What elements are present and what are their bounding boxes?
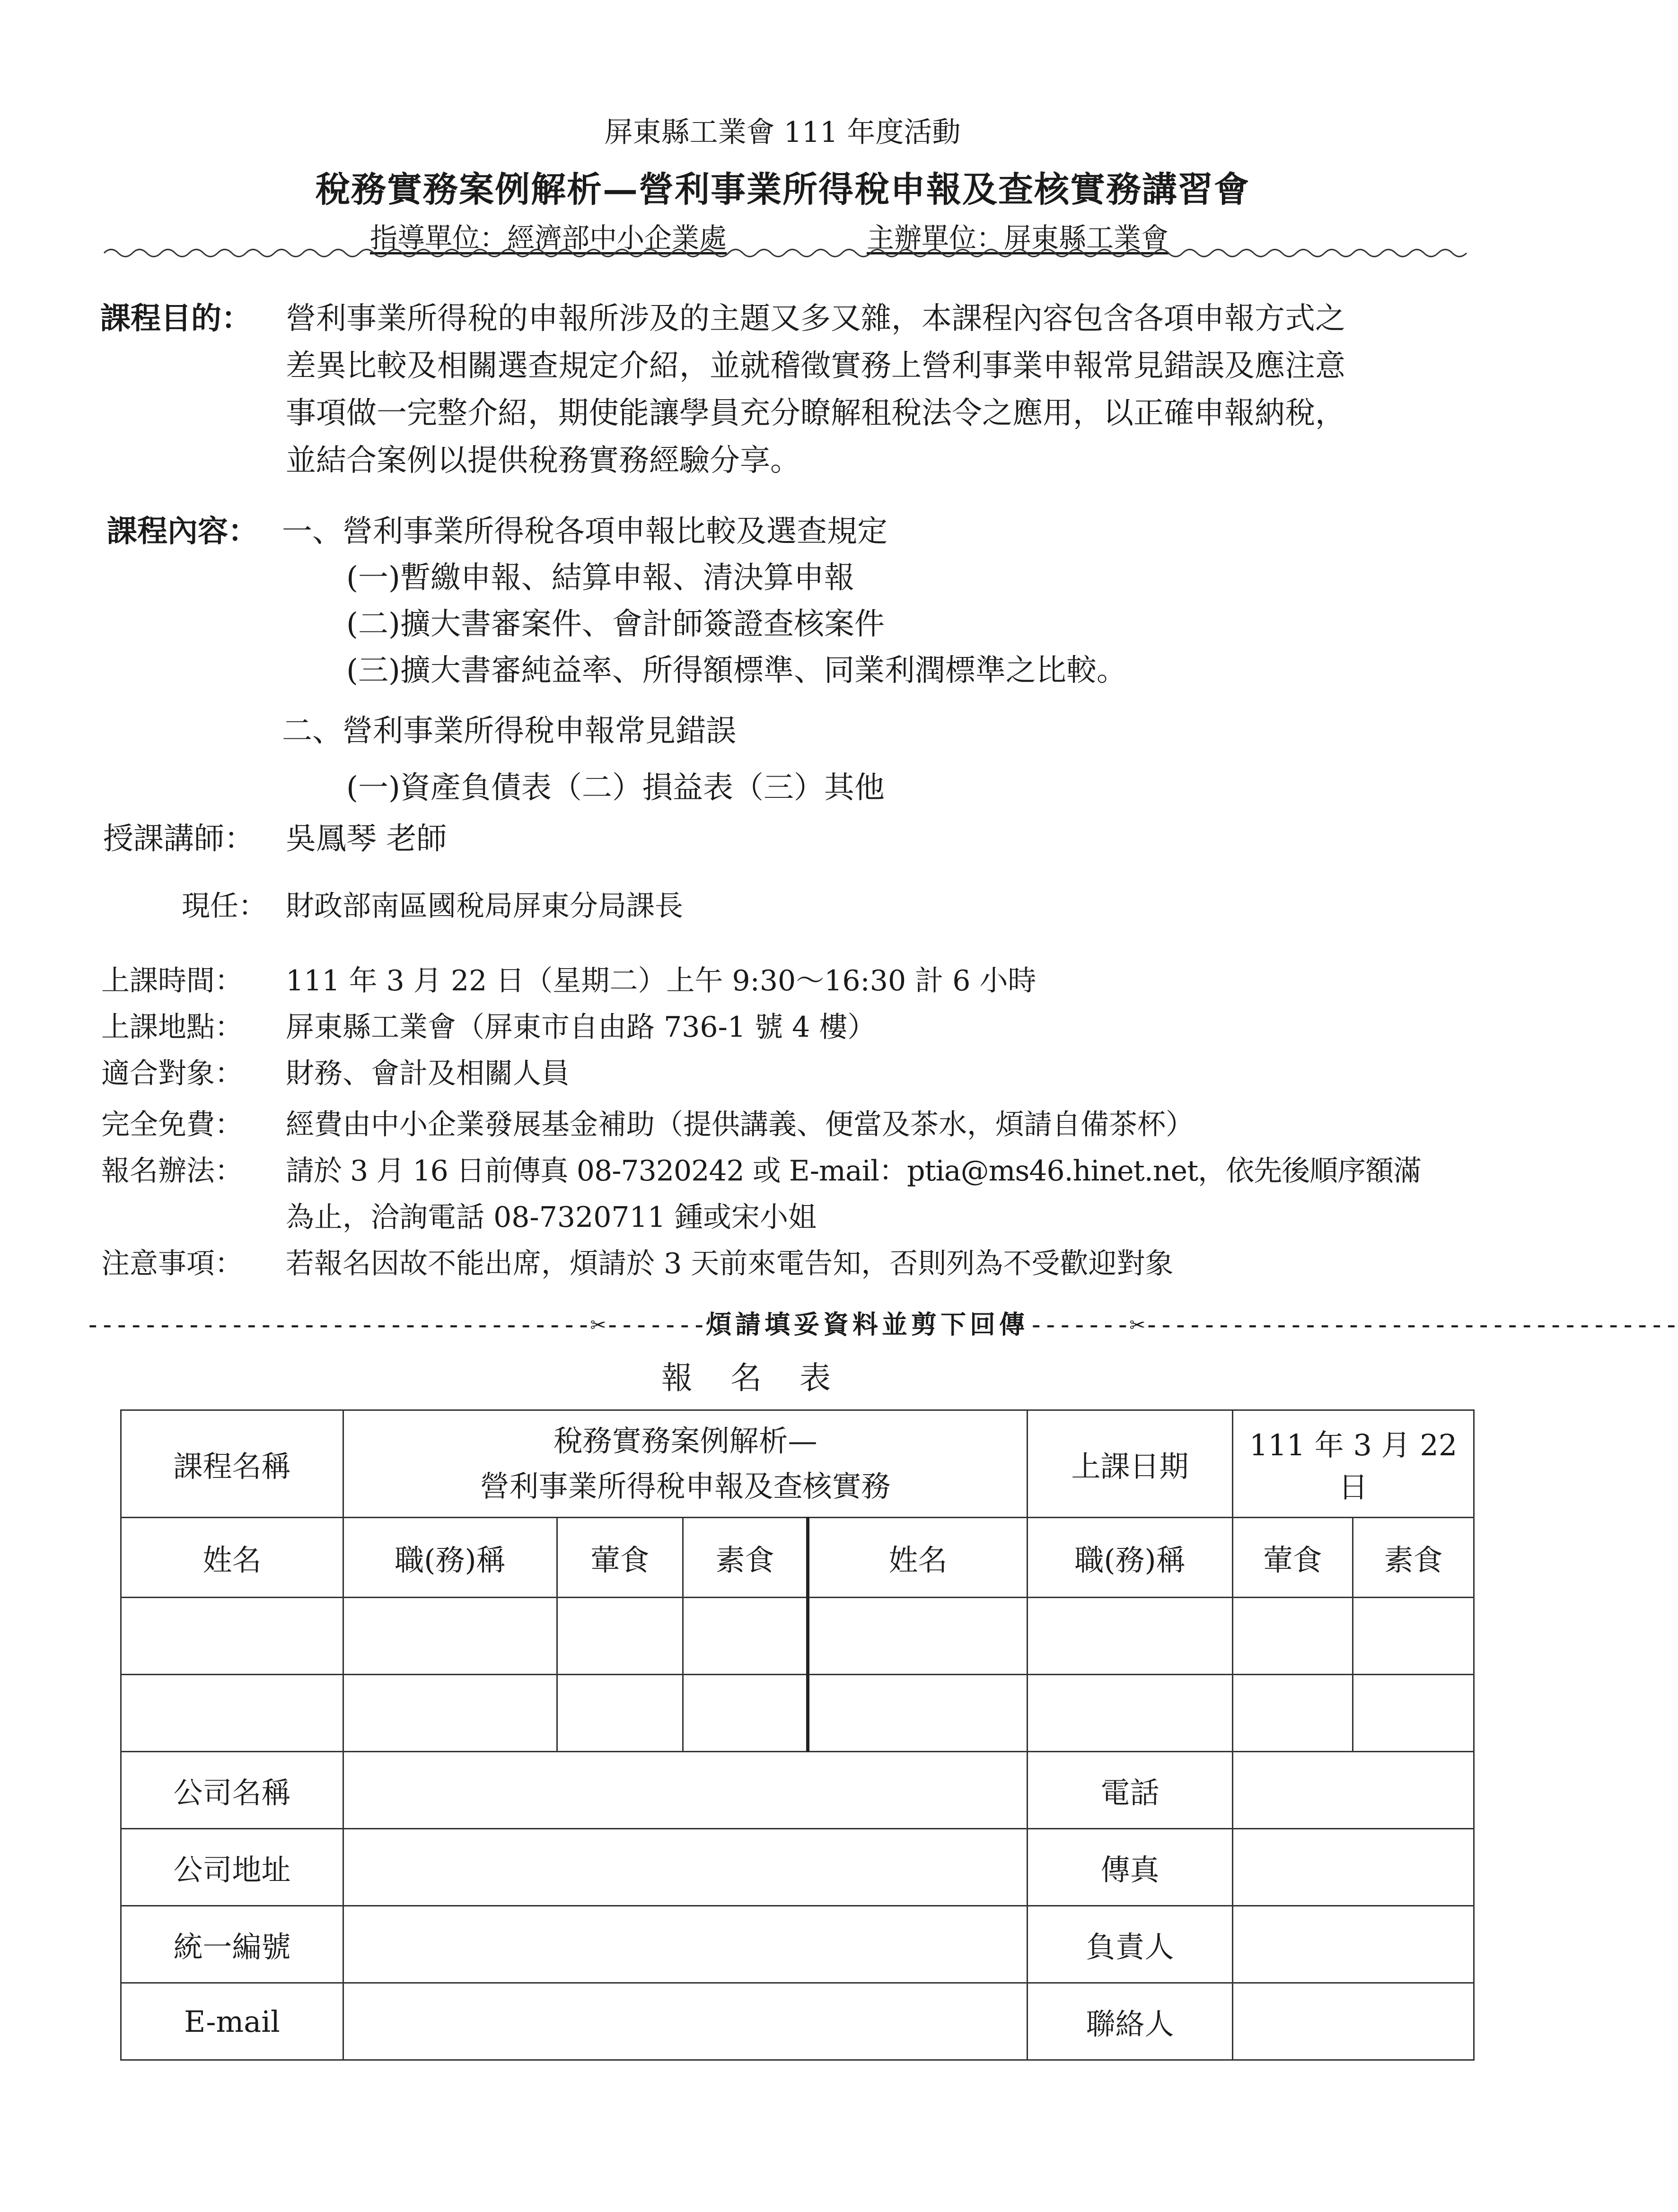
time-label: 上課時間：: [101, 964, 243, 997]
fax-label: 傳真: [1028, 1829, 1233, 1906]
attendee-title-field[interactable]: [1028, 1598, 1233, 1675]
purpose-line: 差異比較及相關選查規定介紹，並就稽徵實務上營利事業申報常見錯誤及應注意: [286, 349, 1345, 384]
attendee-name-field[interactable]: [121, 1598, 343, 1675]
content-subitem: (三)擴大書審純益率、所得額標準、同業利潤標準之比較。: [346, 653, 1127, 688]
course-name-value: 稅務實務案例解析— 營利事業所得稅申報及查核實務: [343, 1410, 1028, 1518]
attendee-name-field[interactable]: [808, 1598, 1028, 1675]
owner-field[interactable]: [1233, 1906, 1474, 1983]
location-label: 上課地點：: [101, 1011, 243, 1044]
company-name-label: 公司名稱: [121, 1752, 343, 1829]
purpose-label: 課程目的：: [100, 301, 252, 336]
content-label: 課程內容：: [107, 514, 258, 549]
meat-meal-field[interactable]: [1233, 1675, 1353, 1752]
content-subitem: (一)資產負債表（二）損益表（三）其他: [346, 770, 885, 805]
name-header: 姓名: [808, 1518, 1028, 1598]
class-date-label: 上課日期: [1028, 1410, 1233, 1518]
name-header: 姓名: [121, 1518, 343, 1598]
attendee-name-field[interactable]: [808, 1675, 1028, 1752]
content-item-2: 二、營利事業所得稅申報常見錯誤: [282, 714, 736, 749]
attendee-name-field[interactable]: [121, 1675, 343, 1752]
phone-field[interactable]: [1233, 1752, 1474, 1829]
tax-id-label: 統一編號: [121, 1906, 343, 1983]
registration-value-cont: 為止，洽詢電話 08-7320711 鍾或宋小姐: [286, 1201, 817, 1234]
fee-label: 完全免費：: [101, 1108, 243, 1141]
contact-label: 聯絡人: [1028, 1983, 1233, 2060]
company-name-field[interactable]: [343, 1752, 1028, 1829]
veg-meal-field[interactable]: [1353, 1675, 1474, 1752]
registration-form: [120, 1409, 1475, 2061]
instructor-current-label: 現任：: [182, 890, 267, 923]
audience-label: 適合對象：: [101, 1057, 243, 1090]
cut-line: -----------------------------------✂-------煩請填妥資料並剪下回傳-------✂-------------------------------------: [85, 1309, 1678, 1339]
registration-value: 請於 3 月 16 日前傳真 08-7320242 或 E-mail：ptia@ms46.hinet.net，依先後順序額滿: [286, 1154, 1422, 1188]
notice-value: 若報名因故不能出席，煩請於 3 天前來電告知，否則列為不受歡迎對象: [286, 1247, 1174, 1280]
scissors-icon: ✂: [590, 1310, 605, 1339]
title-header: 職(務)稱: [343, 1518, 557, 1598]
time-value: 111 年 3 月 22 日（星期二）上午 9:30～16:30 計 6 小時: [286, 964, 1037, 997]
wavy-divider: [104, 246, 1457, 260]
veg-meal-header: 素食: [683, 1518, 808, 1598]
instructor-current: 財政部南區國稅局屏東分局課長: [286, 890, 683, 923]
owner-label: 負責人: [1028, 1906, 1233, 1983]
guide-unit: 指導單位：經濟部中小企業處: [370, 222, 727, 254]
meat-meal-field[interactable]: [557, 1675, 683, 1752]
veg-meal-header: 素食: [1353, 1518, 1474, 1598]
fax-field[interactable]: [1233, 1829, 1474, 1906]
course-name-label: 課程名稱: [121, 1410, 343, 1518]
meat-meal-header: 葷食: [1233, 1518, 1353, 1598]
company-address-field[interactable]: [343, 1829, 1028, 1906]
purpose-line: 並結合案例以提供稅務實務經驗分享。: [286, 443, 800, 478]
veg-meal-field[interactable]: [1353, 1598, 1474, 1675]
instructor-name: 吳鳳琴 老師: [286, 822, 447, 857]
attendee-title-field[interactable]: [343, 1675, 557, 1752]
class-date-value: 111 年 3 月 22 日: [1233, 1410, 1474, 1518]
meat-meal-field[interactable]: [557, 1598, 683, 1675]
company-address-label: 公司地址: [121, 1829, 343, 1906]
document-title: 稅務實務案例解析—營利事業所得稅申報及查核實務講習會: [315, 169, 1250, 210]
purpose-line: 營利事業所得稅的申報所涉及的主題又多又雜，本課程內容包含各項申報方式之: [286, 301, 1345, 336]
meat-meal-header: 葷食: [557, 1518, 683, 1598]
email-field[interactable]: [343, 1983, 1028, 2060]
fee-value: 經費由中小企業發展基金補助（提供講義、便當及茶水，煩請自備茶杯）: [286, 1108, 1194, 1141]
host-unit: 主辦單位：屏東縣工業會: [867, 222, 1169, 254]
content-subitem: (二)擴大書審案件、會計師簽證查核案件: [346, 607, 885, 642]
content-subitem: (一)暫繳申報、結算申報、清決算申報: [346, 560, 854, 595]
form-title: 報名表: [661, 1360, 869, 1396]
veg-meal-field[interactable]: [683, 1598, 808, 1675]
scissors-icon: ✂: [1129, 1310, 1144, 1339]
notice-label: 注意事項：: [101, 1247, 243, 1280]
attendee-title-field[interactable]: [1028, 1675, 1233, 1752]
tax-id-field[interactable]: [343, 1906, 1028, 1983]
purpose-line: 事項做一完整介紹，期使能讓學員充分瞭解租稅法令之應用，以正確申報納稅，: [286, 396, 1345, 431]
content-item-1: 一、營利事業所得稅各項申報比較及選查規定: [282, 514, 887, 549]
email-label: E-mail: [121, 1983, 343, 2060]
cut-instruction: 煩請填妥資料並剪下回傳: [705, 1309, 1028, 1339]
audience-value: 財務、會計及相關人員: [286, 1057, 570, 1090]
event-subtitle: 屏東縣工業會 111 年度活動: [604, 116, 961, 149]
instructor-label: 授課講師：: [103, 822, 255, 857]
title-header: 職(務)稱: [1028, 1518, 1233, 1598]
attendee-title-field[interactable]: [343, 1598, 557, 1675]
registration-label: 報名辦法：: [101, 1154, 243, 1188]
contact-field[interactable]: [1233, 1983, 1474, 2060]
phone-label: 電話: [1028, 1752, 1233, 1829]
veg-meal-field[interactable]: [683, 1675, 808, 1752]
meat-meal-field[interactable]: [1233, 1598, 1353, 1675]
location-value: 屏東縣工業會（屏東市自由路 736-1 號 4 樓）: [286, 1011, 876, 1044]
